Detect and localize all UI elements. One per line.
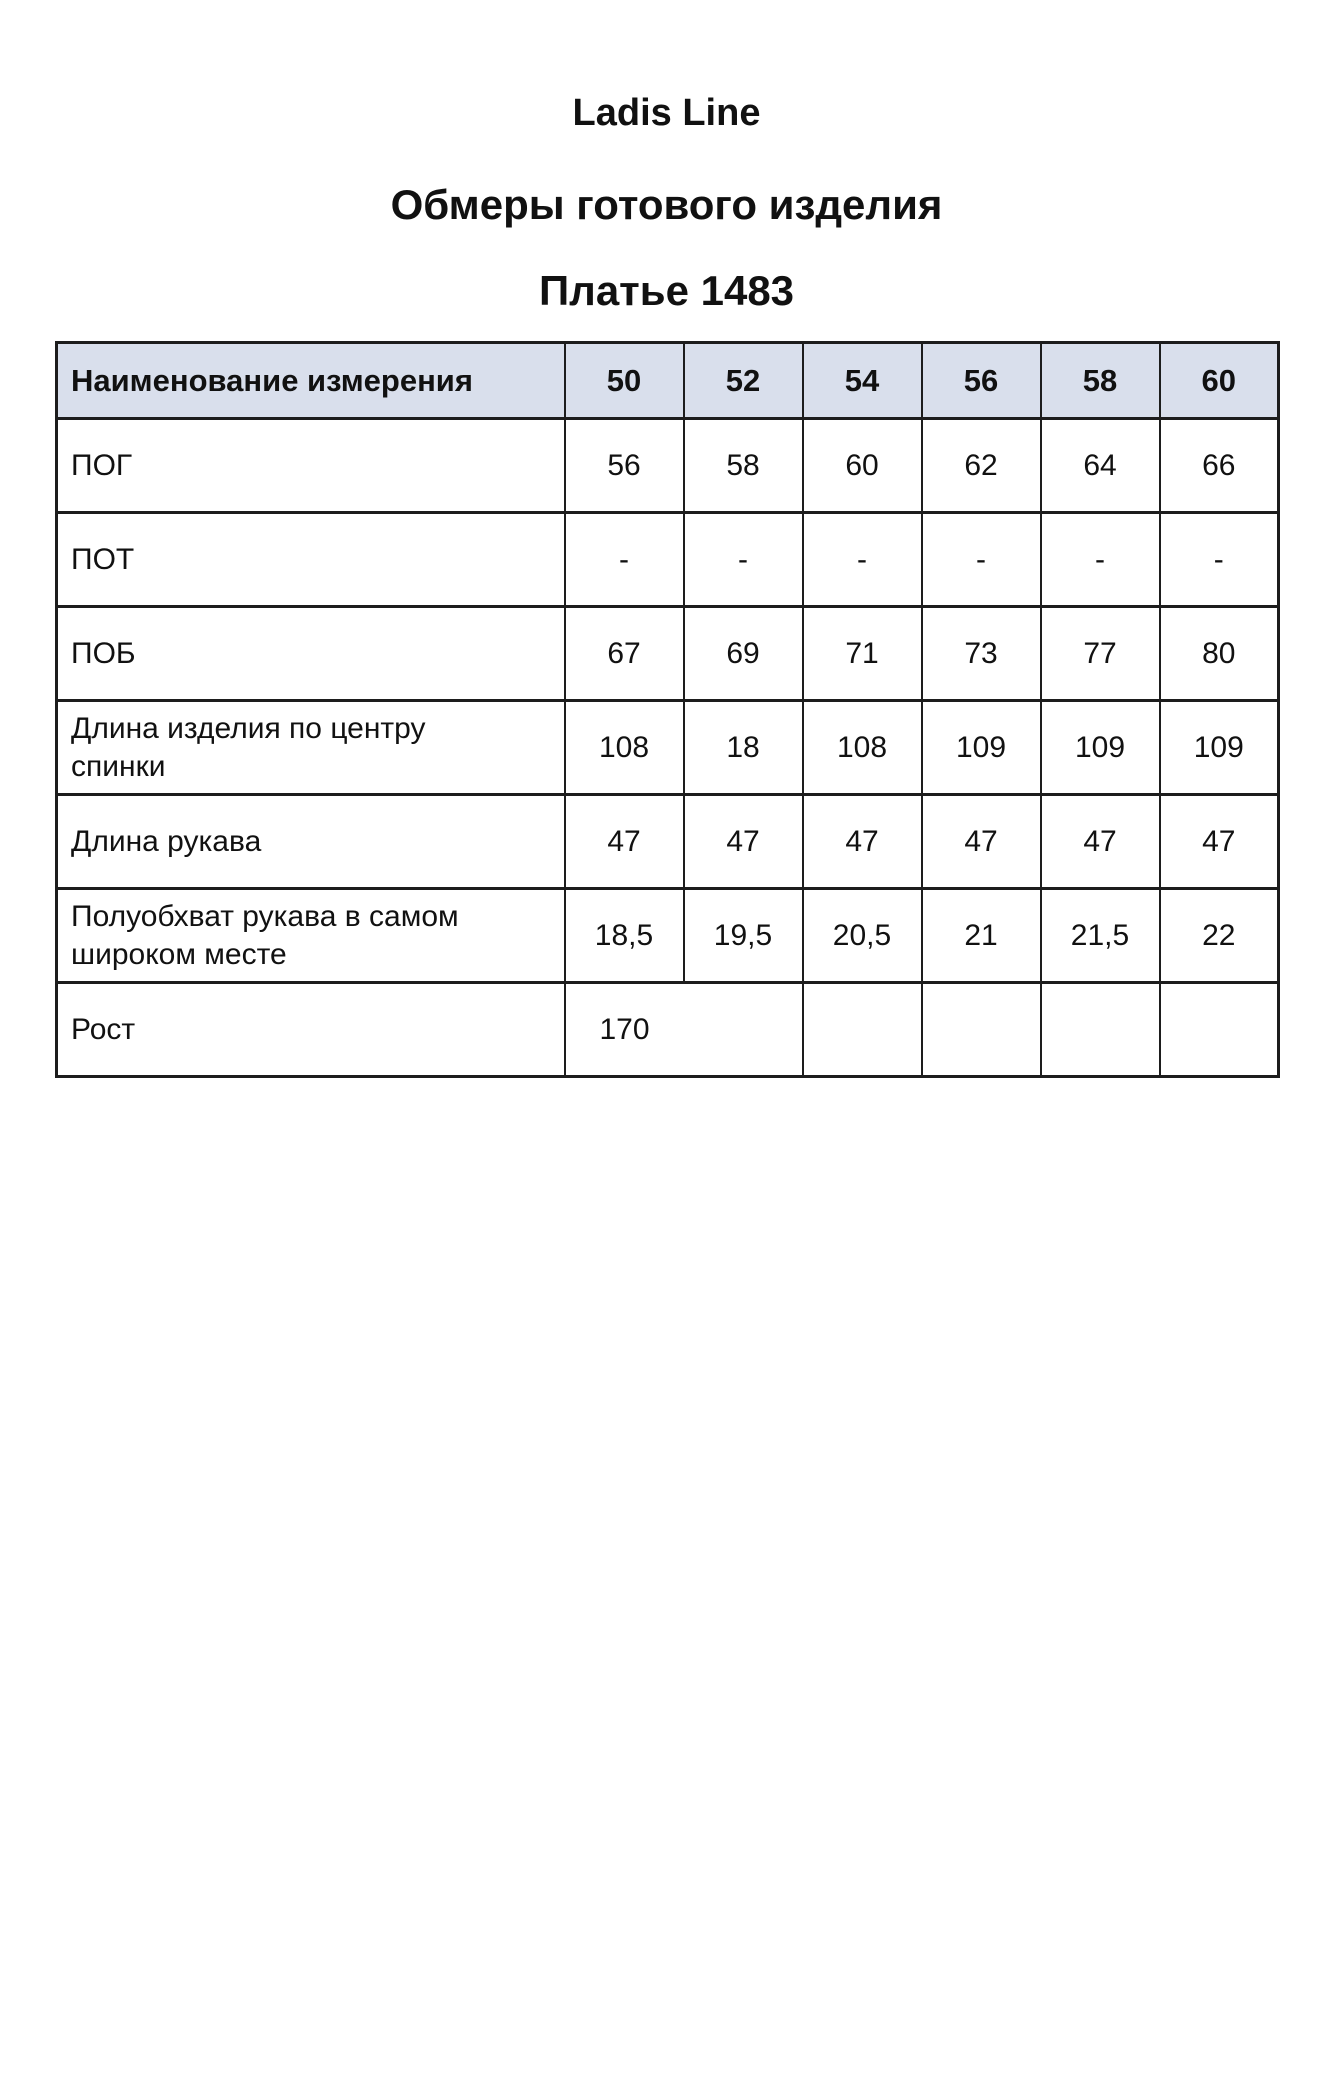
measurement-label xyxy=(57,889,565,983)
size-header-56: 56 xyxy=(922,343,1041,419)
measurement-label xyxy=(57,795,565,889)
product-title: Платье 1483 xyxy=(538,267,795,314)
size-header-50: 50 xyxy=(565,343,684,419)
value-cell: 64 xyxy=(1041,419,1160,513)
value-cell: 20,5 xyxy=(803,889,922,983)
value-cell xyxy=(1160,983,1279,1077)
value-cell: 19,5 xyxy=(684,889,803,983)
measurement-label-text: ПОБ xyxy=(71,636,136,670)
value-cell: - xyxy=(1041,513,1160,607)
value-cell: 47 xyxy=(565,795,684,889)
measurement-label xyxy=(57,513,565,607)
value-cell: - xyxy=(684,513,803,607)
value-cell: 56 xyxy=(565,419,684,513)
measurement-label-text: Рост xyxy=(71,1012,136,1046)
value-cell: 60 xyxy=(803,419,922,513)
value-cell: 69 xyxy=(684,607,803,701)
measurement-label xyxy=(57,983,565,1077)
table-header-row xyxy=(57,343,1279,419)
size-header-54: 54 xyxy=(803,343,922,419)
value-cell: 62 xyxy=(922,419,1041,513)
value-cell: 77 xyxy=(1041,607,1160,701)
value-cell: 58 xyxy=(684,419,803,513)
value-cell-merged xyxy=(565,983,803,1077)
table-row-back-length xyxy=(57,701,1279,795)
measurement-label xyxy=(57,701,565,795)
value-cell: 71 xyxy=(803,607,922,701)
value-cell: 109 xyxy=(1160,701,1279,795)
height-value: 170 xyxy=(599,1012,650,1046)
table-row-pot xyxy=(57,513,1279,607)
table-row-sleeve-length xyxy=(57,795,1279,889)
value-cell: - xyxy=(1160,513,1279,607)
value-cell: 109 xyxy=(922,701,1041,795)
value-cell: - xyxy=(803,513,922,607)
value-cell xyxy=(1041,983,1160,1077)
measurement-label-text: ПОТ xyxy=(71,542,135,576)
value-cell: 109 xyxy=(1041,701,1160,795)
value-cell: 47 xyxy=(803,795,922,889)
value-cell: 47 xyxy=(1160,795,1279,889)
measurement-label xyxy=(57,607,565,701)
value-cell: 73 xyxy=(922,607,1041,701)
table-row-sleeve-halfgirth xyxy=(57,889,1279,983)
value-cell xyxy=(803,983,922,1077)
value-cell: 67 xyxy=(565,607,684,701)
value-cell: 47 xyxy=(684,795,803,889)
size-header-60: 60 xyxy=(1160,343,1279,419)
value-cell: - xyxy=(565,513,684,607)
measurement-label-text: Полуобхват рукава в самом широком месте xyxy=(71,900,459,971)
size-header-58: 58 xyxy=(1041,343,1160,419)
value-cell: 22 xyxy=(1160,889,1279,983)
table-row-pog xyxy=(57,419,1279,513)
value-cell: 47 xyxy=(922,795,1041,889)
value-cell: - xyxy=(922,513,1041,607)
value-cell: 108 xyxy=(803,701,922,795)
size-header-52: 52 xyxy=(684,343,803,419)
table-row-pob xyxy=(57,607,1279,701)
document-subtitle: Обмеры готового изделия xyxy=(390,181,943,228)
value-cell: 108 xyxy=(565,701,684,795)
value-cell: 66 xyxy=(1160,419,1279,513)
size-measurements-table xyxy=(55,341,1280,1078)
measurement-name-header: Наименование измерения xyxy=(57,343,565,419)
value-cell: 21 xyxy=(922,889,1041,983)
table-row-height xyxy=(57,983,1279,1077)
value-cell: 18 xyxy=(684,701,803,795)
measurement-label-text: Длина рукава xyxy=(71,824,262,858)
measurement-label-text: Длина изделия по центру спинки xyxy=(71,712,426,783)
value-cell: 18,5 xyxy=(565,889,684,983)
value-cell: 21,5 xyxy=(1041,889,1160,983)
measurement-label xyxy=(57,419,565,513)
value-cell xyxy=(922,983,1041,1077)
brand-title: Ladis Line xyxy=(572,92,761,134)
measurement-label-text: ПОГ xyxy=(71,448,133,482)
value-cell: 47 xyxy=(1041,795,1160,889)
value-cell: 80 xyxy=(1160,607,1279,701)
title-block xyxy=(0,94,1333,312)
